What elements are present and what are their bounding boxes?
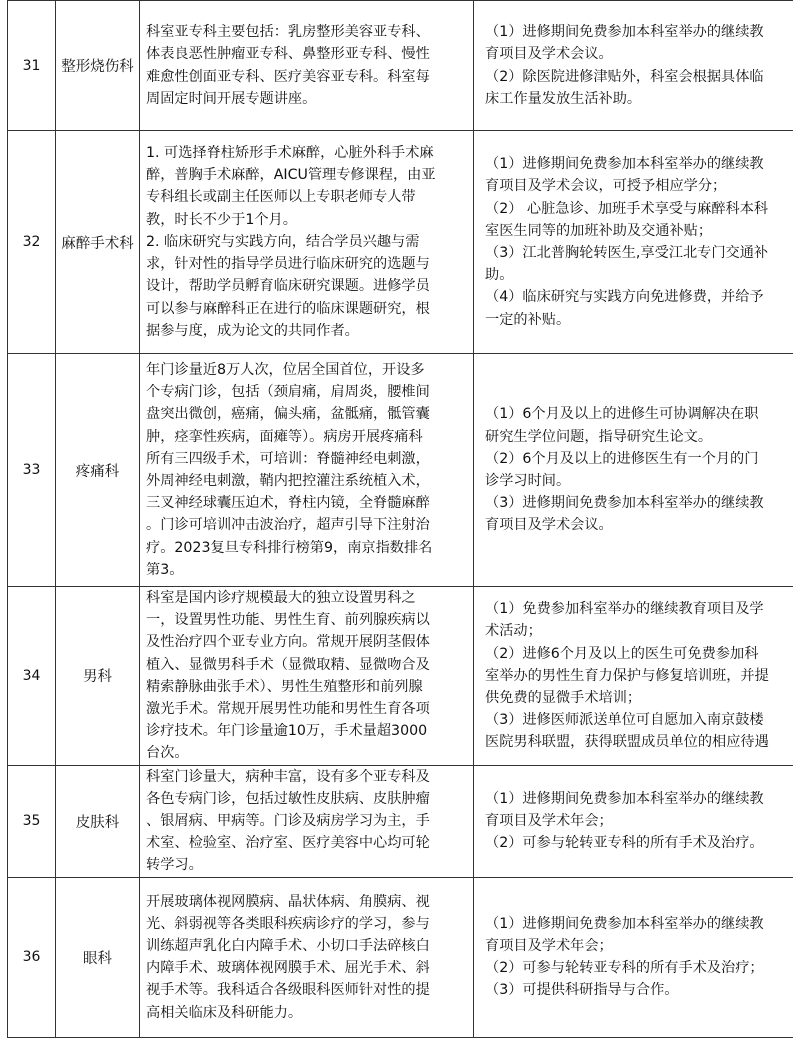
benefit-line: （2）可参与轮转亚专科的所有手术及治疗。 (485, 835, 764, 852)
description-line: 内障手术、玻璃体视网膜手术、屈光手术、斜 (146, 960, 430, 977)
benefit-line: （1）进修期间免费参加本科室举办的继续教 (485, 915, 764, 932)
benefit-line: 诊学习时间。 (485, 473, 571, 489)
row-number: 34 (8, 587, 56, 766)
description-line: 术室、检验室、治疗室、医疗美容中心均可轮 (146, 835, 430, 852)
benefit-line: （3）可提供科研指导与合作。 (485, 982, 679, 999)
benefit-line: 术活动； (485, 623, 542, 640)
benefit-line: 室医生同等的加班补助及交通补贴； (485, 222, 713, 239)
training-benefits (474, 765, 793, 877)
description-line: 激光手术。常规开展男性功能和男性生育各项 (146, 701, 430, 718)
description-line: 专科组长或副主任医师以上专职老师专人带 (146, 189, 416, 206)
department-description (140, 765, 474, 877)
description-line: 2. 临床研究与实践方向，结合学员兴趣与需 (146, 233, 420, 250)
benefit-line: （1）进修期间免费参加本科室举办的继续教 (485, 24, 764, 41)
description-line: 植入、显微男科手术（显微取精、显微吻合及 (146, 656, 430, 673)
department-name: 眼科 (56, 877, 140, 1037)
description-line: 盘突出微创，癌痛，偏头痛，盆骶痛，骶管囊 (146, 406, 430, 423)
benefit-line: （1）进修期间免费参加本科室举办的继续教 (485, 156, 764, 173)
department-name: 麻醉手术科 (56, 131, 140, 354)
benefit-line: （2）可参与轮转亚专科的所有手术及治疗； (485, 960, 764, 977)
table-row (8, 587, 793, 766)
description-line: 科室亚专科主要包括：乳房整形美容亚专科、 (146, 24, 430, 41)
table-row (8, 765, 793, 877)
description-line: 周固定时间开展专题讲座。 (146, 90, 317, 107)
description-line: 外周神经电刺激，鞘内把控灌注系统植入术， (146, 473, 430, 489)
row-number: 35 (8, 765, 56, 877)
description-line: 台次。 (146, 745, 189, 762)
benefit-line: 医院男科联盟，获得联盟成员单位的相应待遇 (485, 734, 769, 751)
description-line: 。门诊可培训冲击波治疗，超声引导下注射治 (146, 517, 430, 534)
benefit-line: （2）进修6个月及以上的医生可免费参加科 (485, 645, 759, 662)
description-line: 三叉神经球囊压迫术，脊柱内镜，全脊髓麻醉 (146, 495, 430, 512)
description-line: 个专病门诊，包括（颈肩痛，肩周炎，腰椎间 (146, 384, 430, 401)
benefit-line: 供免费的显微手术培训； (485, 689, 642, 706)
description-line: 设计，帮助学员孵育临床研究课题。进修学员 (146, 278, 430, 295)
training-benefits (474, 877, 793, 1037)
department-description (140, 1, 474, 131)
description-line: 教，时长不少于1个月。 (146, 211, 297, 228)
description-line: 科室是国内诊疗规模最大的独立设置男科之 (146, 590, 416, 606)
description-line: 肿，痉挛性疾病，面瘫等）。病房开展疼痛科 (146, 428, 423, 445)
description-line: 求，针对性的指导学员进行临床研究的选题与 (146, 256, 430, 273)
description-line: 所有三四级手术，可培训：脊髓神经电刺激， (146, 450, 430, 467)
benefit-line: （3）江北普胸轮转医生,享受江北专门交通补 (485, 245, 769, 261)
benefit-line: 育项目及学术年会； (485, 937, 613, 954)
description-line: 科室门诊量大，病种丰富，设有多个亚专科及 (146, 768, 430, 785)
description-line: 醉，普胸手术麻醉，AICU管理专修课程，由亚 (146, 167, 436, 184)
department-description (140, 354, 474, 587)
row-number: 33 (8, 354, 56, 587)
benefit-line: 室举办的男性生育力保护与修复培训班，并提 (485, 667, 769, 684)
benefit-line: （3）进修医师派送单位可自愿加入南京鼓楼 (485, 712, 764, 729)
training-benefits (474, 131, 793, 354)
description-line: 高相关临床及科研能力。 (146, 1004, 303, 1021)
description-line: 第3。 (146, 561, 184, 578)
description-line: 难愈性创面亚专科、医疗美容亚专科。科室每 (146, 68, 430, 85)
description-line: 一，设置男性功能、男性生育、前列腺疾病以 (146, 612, 430, 629)
benefit-line: （1）6个月及以上的进修生可协调解决在职 (485, 406, 759, 423)
description-line: 及性治疗四个亚专业方向。常规开展阴茎假体 (146, 634, 430, 651)
training-benefits (474, 354, 793, 587)
department-description (140, 877, 474, 1037)
department-name: 整形烧伤科 (56, 1, 140, 131)
description-line: 据参与度，成为论文的共同作者。 (146, 322, 359, 339)
description-line: 1. 可选择脊柱矫形手术麻醉，心脏外科手术麻 (146, 145, 434, 162)
description-line: 体表良恶性肿瘤亚专科、鼻整形亚专科、慢性 (146, 46, 430, 63)
benefit-line: （2）除医院进修津贴外，科室会根据具体临 (485, 68, 764, 85)
description-line: 训练超声乳化白内障手术、小切口手法碎核白 (146, 937, 430, 954)
benefit-line: （4）临床研究与实践方向免进修费，并给予 (485, 289, 764, 306)
benefit-line: 床工作量发放生活补助。 (485, 90, 642, 107)
row-number: 32 (8, 131, 56, 354)
benefit-line: （2）6个月及以上的进修医生有一个月的门 (485, 450, 759, 467)
benefit-line: 研究生学位问题，指导研究生论文。 (485, 428, 713, 445)
benefit-line: 育项目及学术会议。 (485, 517, 613, 534)
benefit-line: （3）进修期间免费参加本科室举办的继续教 (485, 495, 764, 512)
benefit-line: （1）免费参加科室举办的继续教育项目及学 (485, 601, 764, 618)
training-benefits (474, 587, 793, 766)
benefit-line: 一定的补贴。 (485, 311, 571, 328)
benefit-line: （1）进修期间免费参加本科室举办的继续教 (485, 790, 764, 807)
description-line: 精索静脉曲张手术）、男性生殖整形和前列腺 (146, 678, 423, 695)
table-row (8, 877, 793, 1037)
description-line: 年门诊量近8万人次，位居全国首位，开设多 (146, 361, 425, 378)
description-line: 光、斜弱视等各类眼科疾病诊疗的学习，参与 (146, 915, 430, 932)
benefit-line: （2） 心脏急诊、加班手术享受与麻醉科本科 (485, 200, 769, 217)
description-line: 开展玻璃体视网膜病、晶状体病、角膜病、视 (146, 893, 430, 910)
benefit-line: 助。 (485, 267, 514, 284)
department-name: 男科 (56, 587, 140, 766)
benefit-line: 育项目及学术会议，可授予相应学分； (485, 178, 727, 195)
description-line: 转学习。 (146, 857, 203, 874)
table-row (8, 1, 793, 131)
department-name: 疼痛科 (56, 354, 140, 587)
training-benefits (474, 1, 793, 131)
description-line: 疗。2023复旦专科排行榜第9，南京指数排名 (146, 539, 433, 556)
department-name: 皮肤科 (56, 765, 140, 877)
benefit-line: 育项目及学术年会； (485, 813, 613, 830)
description-line: 诊疗技术。年门诊量逾10万，手术量超3000 (146, 723, 428, 740)
row-number: 31 (8, 1, 56, 131)
description-line: 、银屑病、甲病等。门诊及病房学习为主，手 (146, 813, 430, 830)
description-line: 可以参与麻醉科正在进行的临床课题研究，根 (146, 300, 430, 317)
department-description (140, 587, 474, 766)
table-row (8, 131, 793, 354)
department-table (7, 0, 793, 1038)
benefit-line: 育项目及学术会议。 (485, 46, 613, 63)
description-line: 各色专病门诊，包括过敏性皮肤病、皮肤肿瘤 (146, 790, 430, 807)
description-line: 视手术等。我科适合各级眼科医师针对性的提 (146, 982, 430, 999)
department-description (140, 131, 474, 354)
row-number: 36 (8, 877, 56, 1037)
table-row (8, 354, 793, 587)
